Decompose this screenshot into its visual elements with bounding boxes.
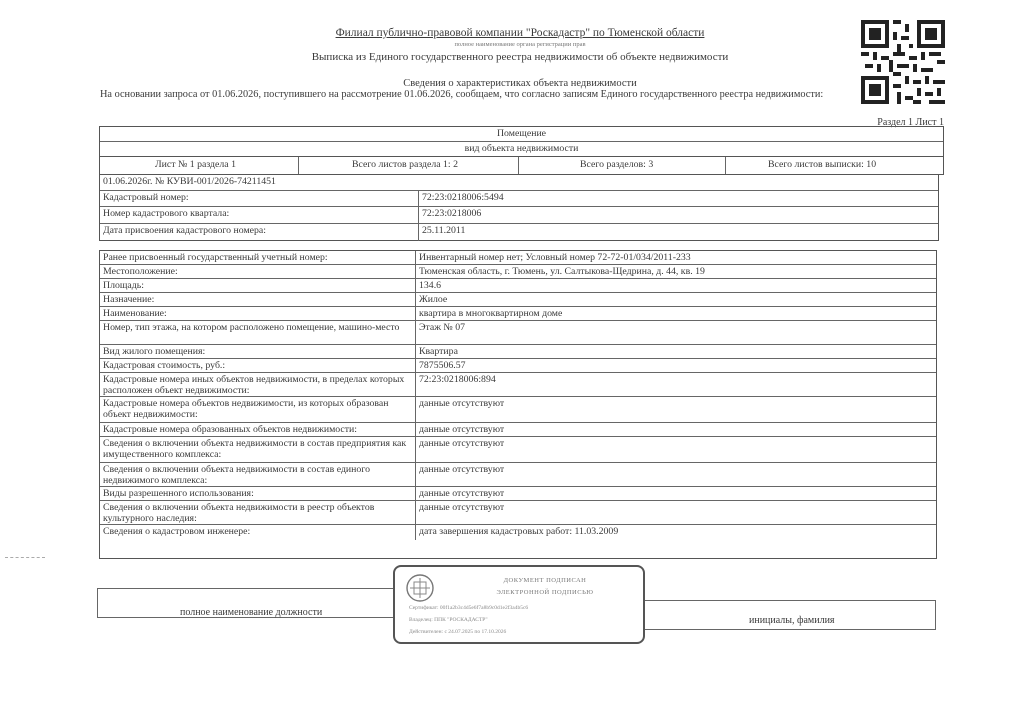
sheets-row <box>100 157 943 175</box>
divider <box>725 157 726 175</box>
stamp-validity: Действителен: с 24.07.2025 по 17.10.2026 <box>409 629 507 635</box>
detail-field-label: Площадь: <box>103 280 144 291</box>
divider <box>415 279 416 292</box>
detail-field-value: данные отсутствуют <box>419 488 505 499</box>
divider <box>415 423 416 436</box>
detail-field-label: Местоположение: <box>103 266 178 277</box>
divider <box>415 251 416 264</box>
details-table <box>99 250 937 559</box>
detail-field-row <box>100 437 936 463</box>
detail-field-value: данные отсутствуют <box>419 398 505 409</box>
main-field-label: Номер кадастрового квартала: <box>103 208 230 219</box>
detail-field-label: Вид жилого помещения: <box>103 346 206 357</box>
main-field-label: Кадастровый номер: <box>103 192 189 203</box>
detail-field-label: Ранее присвоенный государственный учетный номер: <box>103 252 328 263</box>
divider <box>298 157 299 175</box>
sheets-table <box>99 156 944 175</box>
detail-field-value: Квартира <box>419 346 458 357</box>
detail-field-value: квартира в многоквартирном доме <box>419 308 563 319</box>
detail-field-value: Инвентарный номер нет; Условный номер 72-72-01/034/2011-233 <box>419 252 691 263</box>
main-field-value: 72:23:0218006 <box>422 208 482 219</box>
divider <box>415 293 416 306</box>
divider <box>415 307 416 320</box>
total-sheets-section: Всего листов раздела 1: 2 <box>352 159 459 170</box>
detail-field-label: Сведения о включении объекта недвижимости в состав единого недвижимого комплекса: <box>103 464 370 486</box>
detail-field-label: Кадастровые номера образованных объектов недвижимости: <box>103 424 358 435</box>
detail-field-label: Сведения о включении объекта недвижимости в состав предприятия как имущественного комплекса: <box>103 438 407 460</box>
emblem-icon <box>405 573 435 603</box>
detail-field-value: Жилое <box>419 294 448 305</box>
detail-field-label: Назначение: <box>103 294 155 305</box>
detail-field-value: данные отсутствуют <box>419 424 505 435</box>
organization-name: Филиал публично-правовой компании "Роскадастр" по Тюменской области <box>335 27 705 39</box>
divider <box>415 373 416 396</box>
divider <box>415 265 416 278</box>
name-caption: инициалы, фамилия <box>749 615 835 626</box>
electronic-signature-stamp <box>393 565 645 644</box>
detail-field-row <box>100 359 936 373</box>
name-signature-box <box>644 600 936 630</box>
detail-field-row <box>100 373 936 397</box>
main-field-value: 25.11.2011 <box>422 225 466 236</box>
position-caption: полное наименование должности <box>180 607 323 618</box>
detail-field-label: Кадастровая стоимость, руб.: <box>103 360 226 371</box>
main-field-label: Дата присвоения кадастрового номера: <box>103 225 266 236</box>
object-type: Помещение <box>496 128 547 139</box>
stamp-title-1: ДОКУМЕНТ ПОДПИСАН <box>503 577 587 584</box>
divider <box>418 191 419 206</box>
detail-field-label: Наименование: <box>103 308 167 319</box>
detail-field-value: 72:23:0218006:894 <box>419 374 496 385</box>
object-type-caption-row <box>100 142 943 157</box>
divider <box>415 321 416 344</box>
detail-field-row <box>100 397 936 423</box>
position-signature-box <box>97 588 394 618</box>
page-edge-mark <box>5 557 45 558</box>
detail-field-value: дата завершения кадастровых работ: 11.03.2009 <box>419 526 619 537</box>
detail-field-value: Этаж № 07 <box>419 322 466 333</box>
main-field-value: 72:23:0218006:5494 <box>422 192 504 203</box>
detail-field-value: данные отсутствуют <box>419 464 505 475</box>
main-field-row <box>100 224 938 241</box>
detail-field-row <box>100 345 936 359</box>
main-field-row <box>100 191 938 207</box>
detail-field-row <box>100 279 936 293</box>
detail-field-value: данные отсутствуют <box>419 438 505 449</box>
total-sheets-extract: Всего листов выписки: 10 <box>768 159 877 170</box>
divider <box>415 487 416 500</box>
document-title: Выписка из Единого государственного реестра недвижимости об объекте недвижимости <box>311 51 729 63</box>
stamp-certificate: Сертификат: 00f1a2b3c4d5e6f7a8b9c0d1e2f3a4b5c6 <box>409 605 529 611</box>
detail-field-label: Номер, тип этажа, на котором расположено помещение, машино-место <box>103 322 400 333</box>
detail-field-row <box>100 307 936 321</box>
stamp-owner: Владелец: ППК "РОСКАДАСТР" <box>409 617 488 623</box>
detail-field-row <box>100 501 936 525</box>
stamp-title-2: ЭЛЕКТРОННОЙ ПОДПИСЬЮ <box>496 589 594 596</box>
divider <box>518 157 519 175</box>
divider <box>418 207 419 223</box>
divider <box>415 359 416 372</box>
request-basis-text: На основании запроса от 01.06.2026, поступившего на рассмотрение 01.06.2026, сообщаем, что согласно записям Единого государственного реестра недвижимости: <box>100 89 824 100</box>
qr-code <box>861 20 945 104</box>
main-info-table <box>99 174 939 241</box>
detail-field-row <box>100 293 936 307</box>
detail-field-row <box>100 251 936 265</box>
detail-field-label: Сведения о кадастровом инженере: <box>103 526 251 537</box>
divider <box>418 224 419 241</box>
detail-field-label: Виды разрешенного использования: <box>103 488 254 499</box>
divider <box>415 501 416 524</box>
detail-field-value: Тюменская область, г. Тюмень, ул. Салтыкова-Щедрина, д. 44, кв. 19 <box>419 266 705 277</box>
detail-field-row <box>100 423 936 437</box>
object-type-table <box>99 126 944 157</box>
divider <box>415 345 416 358</box>
total-sections: Всего разделов: 3 <box>580 159 654 170</box>
divider <box>415 463 416 486</box>
detail-field-value: 7875506.57 <box>419 360 466 371</box>
object-type-row <box>100 127 943 142</box>
detail-field-row <box>100 321 936 345</box>
detail-field-value: 134.6 <box>419 280 442 291</box>
divider <box>415 525 416 540</box>
detail-field-value: данные отсутствуют <box>419 502 505 513</box>
object-type-caption: вид объекта недвижимости <box>464 143 579 154</box>
section-sheet-info: Раздел 1 Лист 1 <box>877 117 944 128</box>
detail-field-row <box>100 487 936 501</box>
extract-number-row <box>100 175 938 191</box>
organization-caption: полное наименование органа регистрации прав <box>454 41 586 48</box>
main-field-row <box>100 207 938 224</box>
detail-field-label: Кадастровые номера иных объектов недвижимости, в пределах которых расположен объект недвижимости: <box>103 374 405 396</box>
document-subtitle: Сведения о характеристиках объекта недвижимости <box>403 78 637 89</box>
divider <box>415 397 416 422</box>
detail-field-row <box>100 463 936 487</box>
extract-number: 01.06.2026г. № КУВИ-001/2026-74211451 <box>103 176 276 187</box>
detail-field-row <box>100 525 936 540</box>
detail-field-label: Сведения о включении объекта недвижимости в реестр объектов культурного наследия: <box>103 502 375 524</box>
sheet-number: Лист № 1 раздела 1 <box>155 159 236 170</box>
divider <box>415 437 416 462</box>
detail-field-row <box>100 265 936 279</box>
detail-field-label: Кадастровые номера объектов недвижимости, из которых образован объект недвижимости: <box>103 398 389 420</box>
